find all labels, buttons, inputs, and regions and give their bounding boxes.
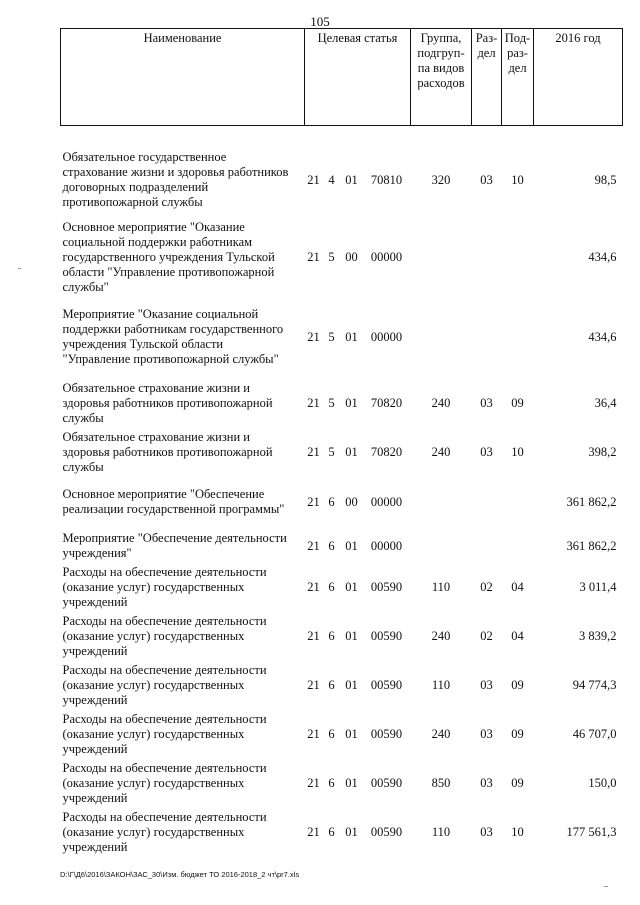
header-subsection: Под- раз- дел <box>502 29 534 126</box>
row-name: Расходы на обеспечение деятельности (оказание услуг) государственных учреждений <box>62 810 267 854</box>
amount-2016: 3 011,4 <box>579 580 617 594</box>
row-name: Обязательное государственное страхование жизни и здоровья работников договорных подразделений противопожарной службы <box>62 150 289 209</box>
spacer-row <box>61 126 623 149</box>
row-name: Основное мероприятие "Обеспечение реализации государственной программы" <box>62 487 285 516</box>
table-row <box>61 808 623 857</box>
section-code: 02 <box>480 580 493 594</box>
expense-group: 850 <box>431 776 451 790</box>
subsection-code: 04 <box>511 580 524 594</box>
section-code <box>472 218 502 297</box>
expense-group: 110 <box>431 580 451 594</box>
row-name: Расходы на обеспечение деятельности (оказание услуг) государственных учреждений <box>62 761 267 805</box>
expense-group <box>411 485 472 519</box>
code-event: 01 <box>345 727 358 741</box>
table-row <box>61 485 623 519</box>
code-program: 21 <box>307 580 320 594</box>
expense-group: 240 <box>431 629 451 643</box>
spacer-row <box>61 369 623 379</box>
table-row <box>61 529 623 563</box>
row-name: Расходы на обеспечение деятельности (оказание услуг) государственных учреждений <box>62 712 267 756</box>
code-program: 21 <box>307 396 320 410</box>
section-code: 03 <box>480 396 493 410</box>
code-subprogram: 5 <box>328 329 335 344</box>
table-row <box>61 563 623 612</box>
page-number: 105 <box>310 14 330 29</box>
code-subprogram: 6 <box>328 494 335 509</box>
amount-2016: 361 862,2 <box>566 494 617 509</box>
table-row <box>61 710 623 759</box>
subsection-code: 09 <box>511 396 524 410</box>
amount-2016: 94 774,3 <box>572 678 617 692</box>
code-event: 01 <box>345 445 358 459</box>
expense-group <box>411 305 472 369</box>
code-subprogram: 6 <box>328 629 335 643</box>
code-subprogram: 5 <box>328 445 335 459</box>
header-target: Целевая статья <box>305 29 411 126</box>
header-group: Группа, подгруп- па видов расходов <box>411 29 472 126</box>
code-subprogram: 6 <box>328 825 335 839</box>
subsection-code: 09 <box>511 678 524 692</box>
row-name: Основное мероприятие "Оказание социальной поддержки работникам государственного учреждения Тульской области "Управление противопожарной службы" <box>62 220 275 294</box>
table-row <box>61 428 623 477</box>
subsection-code: 09 <box>511 727 524 741</box>
code-subprogram: 6 <box>328 580 335 594</box>
row-name: Обязательное страхование жизни и здоровья работников противопожарной службы <box>62 430 273 474</box>
amount-2016: 361 862,2 <box>566 538 617 553</box>
code-program: 21 <box>307 825 320 839</box>
expense-group <box>411 218 472 297</box>
code-event: 01 <box>345 329 358 344</box>
table-body <box>61 126 623 858</box>
row-name: Мероприятие "Обеспечение деятельности учреждения" <box>62 531 287 560</box>
code-subprogram: 4 <box>328 172 335 187</box>
code-event: 01 <box>345 538 358 553</box>
code-direction: 00000 <box>370 250 403 264</box>
spacer-row <box>61 477 623 485</box>
spacer-row <box>61 297 623 305</box>
budget-table <box>60 28 622 857</box>
code-subprogram: 6 <box>328 538 335 553</box>
section-code: 03 <box>480 825 493 839</box>
header-name: Наименование <box>61 29 305 126</box>
code-program: 21 <box>307 629 320 643</box>
table-row <box>61 148 623 212</box>
scan-mark <box>18 268 21 269</box>
row-name: Расходы на обеспечение деятельности (оказание услуг) государственных учреждений <box>62 614 267 658</box>
amount-2016: 177 561,3 <box>566 825 617 839</box>
code-event: 01 <box>345 580 358 594</box>
code-subprogram: 6 <box>328 776 335 790</box>
expense-group: 110 <box>431 678 451 692</box>
subsection-code: 10 <box>511 445 524 459</box>
code-subprogram: 5 <box>328 250 335 264</box>
section-code: 03 <box>480 678 493 692</box>
subsection-code: 04 <box>511 629 524 643</box>
code-direction: 00590 <box>370 678 403 692</box>
expense-group: 240 <box>431 445 451 459</box>
code-program: 21 <box>307 329 320 344</box>
code-event: 01 <box>345 396 358 410</box>
expense-group <box>411 529 472 563</box>
amount-2016: 434,6 <box>588 250 617 264</box>
subsection-code: 10 <box>511 172 524 187</box>
code-program: 21 <box>307 727 320 741</box>
table-row <box>61 759 623 808</box>
row-name: Расходы на обеспечение деятельности (оказание услуг) государственных учреждений <box>62 663 267 707</box>
section-code: 03 <box>480 172 493 187</box>
file-path-footer: D:\Г\Д6\2016\ЗАКОН\ЗАС_30\Изм. бюджет ТО 2016-2018_2 чт\pr7.xls <box>60 870 300 879</box>
code-event: 01 <box>345 825 358 839</box>
code-program: 21 <box>307 538 320 553</box>
expense-group: 110 <box>431 825 451 839</box>
subsection-code: 09 <box>511 776 524 790</box>
table-row <box>61 661 623 710</box>
code-direction: 00000 <box>370 494 403 509</box>
code-subprogram: 5 <box>328 396 335 410</box>
code-event: 01 <box>345 629 358 643</box>
expense-group: 240 <box>431 396 451 410</box>
code-direction: 00590 <box>370 776 403 790</box>
section-code: 02 <box>480 629 493 643</box>
table-row <box>61 305 623 369</box>
code-direction: 00590 <box>370 580 403 594</box>
scan-mark <box>604 886 608 887</box>
code-direction: 70820 <box>370 396 403 410</box>
subsection-code <box>502 218 534 297</box>
code-event: 00 <box>345 494 358 509</box>
section-code: 03 <box>480 776 493 790</box>
amount-2016: 3 839,2 <box>579 629 617 643</box>
code-program: 21 <box>307 776 320 790</box>
subsection-code <box>502 529 534 563</box>
amount-2016: 98,5 <box>594 172 617 187</box>
code-program: 21 <box>307 494 320 509</box>
section-code <box>472 485 502 519</box>
code-direction: 00590 <box>370 825 403 839</box>
code-program: 21 <box>307 172 320 187</box>
code-event: 00 <box>345 250 358 264</box>
spacer-row <box>61 519 623 529</box>
section-code: 03 <box>480 727 493 741</box>
subsection-code <box>502 305 534 369</box>
code-direction: 00590 <box>370 727 403 741</box>
header-section: Раз- дел <box>472 29 502 126</box>
code-event: 01 <box>345 776 358 790</box>
code-program: 21 <box>307 678 320 692</box>
code-direction: 00000 <box>370 329 403 344</box>
code-direction: 00590 <box>370 629 403 643</box>
section-code: 03 <box>480 445 493 459</box>
header-year: 2016 год <box>534 29 623 126</box>
row-name: Обязательное страхование жизни и здоровья работников противопожарной службы <box>62 381 273 425</box>
table-row <box>61 218 623 297</box>
row-name: Мероприятие "Оказание социальной поддержки работникам государственного учреждения Тульской области "Управление противопожарной службы" <box>62 307 284 366</box>
code-event: 01 <box>345 678 358 692</box>
amount-2016: 398,2 <box>588 445 617 459</box>
subsection-code: 10 <box>511 825 524 839</box>
expense-group: 240 <box>431 727 451 741</box>
code-direction: 70810 <box>370 172 403 187</box>
header-row <box>61 29 623 126</box>
row-name: Расходы на обеспечение деятельности (оказание услуг) государственных учреждений <box>62 565 267 609</box>
code-direction: 70820 <box>370 445 403 459</box>
expense-group: 320 <box>431 172 451 187</box>
code-subprogram: 6 <box>328 678 335 692</box>
code-subprogram: 6 <box>328 727 335 741</box>
table-row <box>61 379 623 428</box>
amount-2016: 434,6 <box>588 329 617 344</box>
code-direction: 00000 <box>370 538 403 553</box>
code-program: 21 <box>307 250 320 264</box>
table-row <box>61 612 623 661</box>
section-code <box>472 305 502 369</box>
code-program: 21 <box>307 445 320 459</box>
amount-2016: 46 707,0 <box>572 727 617 741</box>
code-event: 01 <box>345 172 358 187</box>
amount-2016: 150,0 <box>588 776 617 790</box>
section-code <box>472 529 502 563</box>
amount-2016: 36,4 <box>594 396 617 410</box>
subsection-code <box>502 485 534 519</box>
